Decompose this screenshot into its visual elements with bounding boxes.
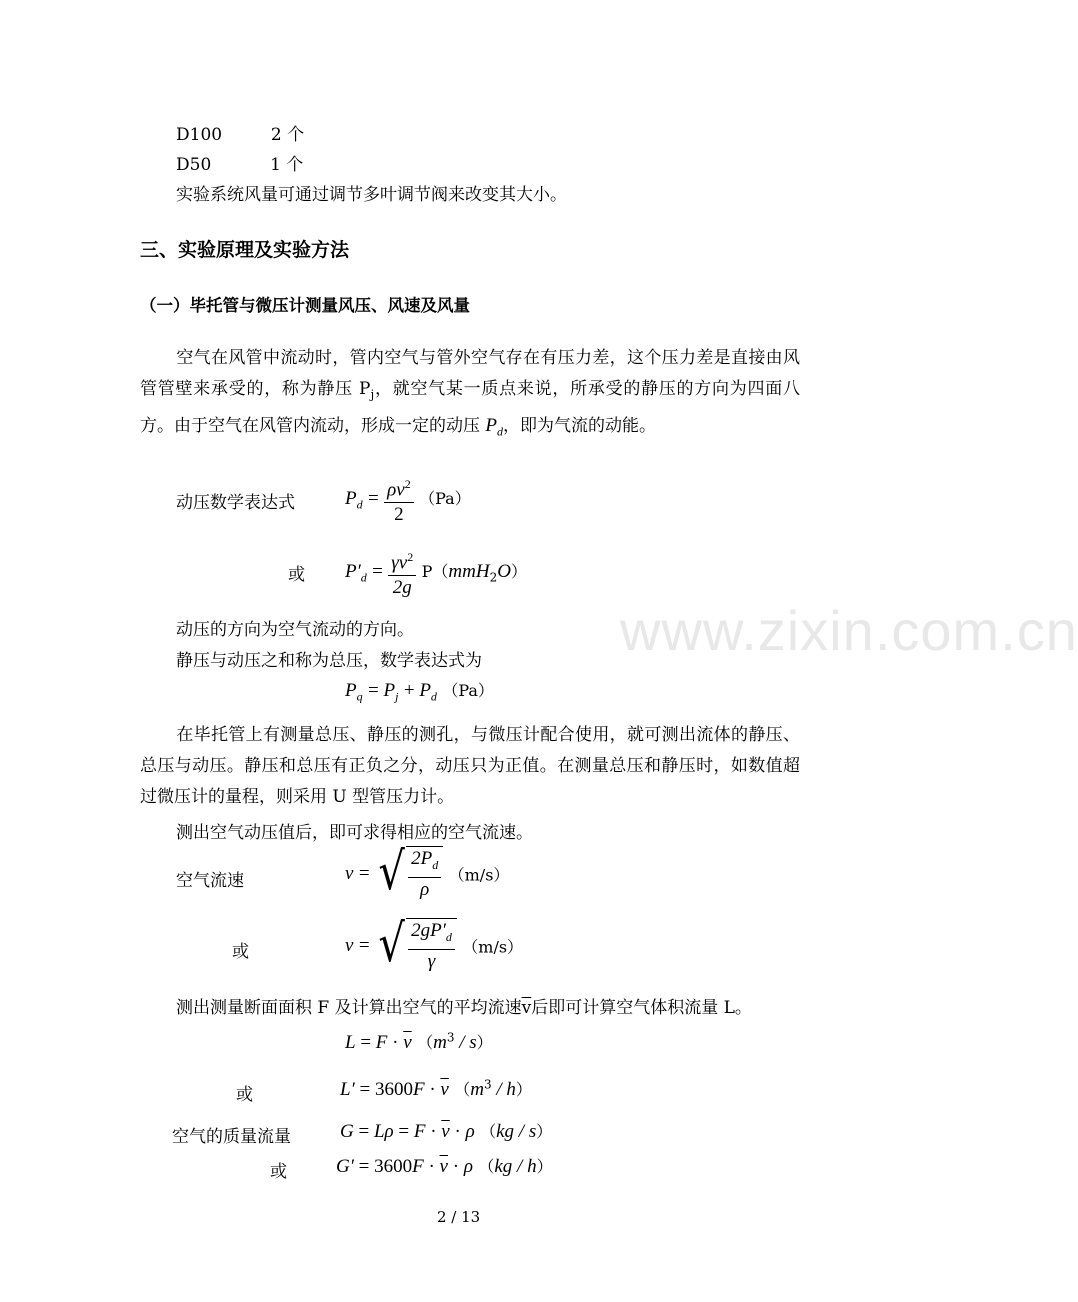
page-number: 2 / 13 (437, 1208, 481, 1226)
list-item-name: D50 (176, 155, 212, 175)
list-item-qty: 1 个 (270, 155, 304, 175)
intro-line: 实验系统风量可通过调节多叶调节阀来改变其大小。 (176, 185, 567, 205)
list-item-d100 (176, 120, 304, 145)
formula-dynamic-pressure-alt: $P'_d$ = $\frac{\gamma v^2}{2g}$ P（mmH$_2$O） (345, 545, 527, 600)
formula-dynamic-pressure: $P_d$ = $\frac{\rho v^2}{2}$ （Pa） (345, 472, 471, 527)
formula-mass-flow-hour: G′ = 3600F · v · ρ （kg / h） (336, 1156, 553, 1177)
line-direction: 动压的方向为空气流动的方向。 (176, 620, 414, 640)
list-item-d50 (176, 150, 303, 175)
or-label: 或 (236, 1085, 253, 1105)
subsection-title: （一）毕托管与微压计测量风压、风速及风量 (140, 296, 470, 315)
paragraph-static-pressure: 空气在风管中流动时，管内空气与管外空气存在有压力差，这个压力差是直接由风管管壁来承受的，称为静压 $P_j$，就空气某一质点来说，所承受的静压的方向为四面八方。由于空气在风管内流动，形成一定的动压 $P_d$，即为气流的动能。 (140, 348, 801, 439)
paragraph-pitot: 在毕托管上有测量总压、静压的测孔，与微压计配合使用，就可测出流体的静压、总压与动压。静压和总压有正负之分，动压只为正值。在测量总压和静压时，如数值超过微压计的量程，则采用 U 型管压力计。 (140, 725, 800, 807)
watermark: www.zixin.com.cn (620, 599, 1078, 662)
list-item-name: D100 (176, 125, 223, 145)
speed-label: 空气流速 (176, 871, 244, 891)
or-label: 或 (288, 565, 305, 585)
or-label: 或 (232, 942, 249, 962)
or-label: 或 (270, 1162, 287, 1182)
line-flow: 测出测量断面面积 F 及计算出空气的平均流速v后即可计算空气体积流量 L。 (176, 998, 752, 1018)
formula-mass-flow: G = Lρ = F · v · ρ （kg / s） (340, 1121, 553, 1142)
formula-velocity: v = √ $\frac{2P_d}{\rho}$ （m/s） (345, 842, 510, 902)
formula-velocity-alt: v = √ $\frac{2gP'_d}{\gamma}$ （m/s） (345, 914, 524, 974)
line-speed: 测出空气动压值后，即可求得相应的空气流速。 (176, 823, 533, 843)
line-total-pressure: 静压与动压之和称为总压，数学表达式为 (176, 651, 482, 671)
list-item-qty: 2 个 (270, 125, 305, 145)
formula-total-pressure: $P_q = P_j + P_d$ （Pa） (345, 680, 494, 704)
dynamic-pressure-label: 动压数学表达式 (176, 493, 295, 513)
formula-volume-flow: L = F · v $(m^3 / s)$ (345, 1030, 493, 1053)
formula-volume-flow-hour: L′ = 3600F · v $(m^3 / h)$ (340, 1077, 532, 1100)
mass-flow-label: 空气的质量流量 (172, 1127, 291, 1147)
section-title: 三、实验原理及实验方法 (140, 239, 350, 261)
